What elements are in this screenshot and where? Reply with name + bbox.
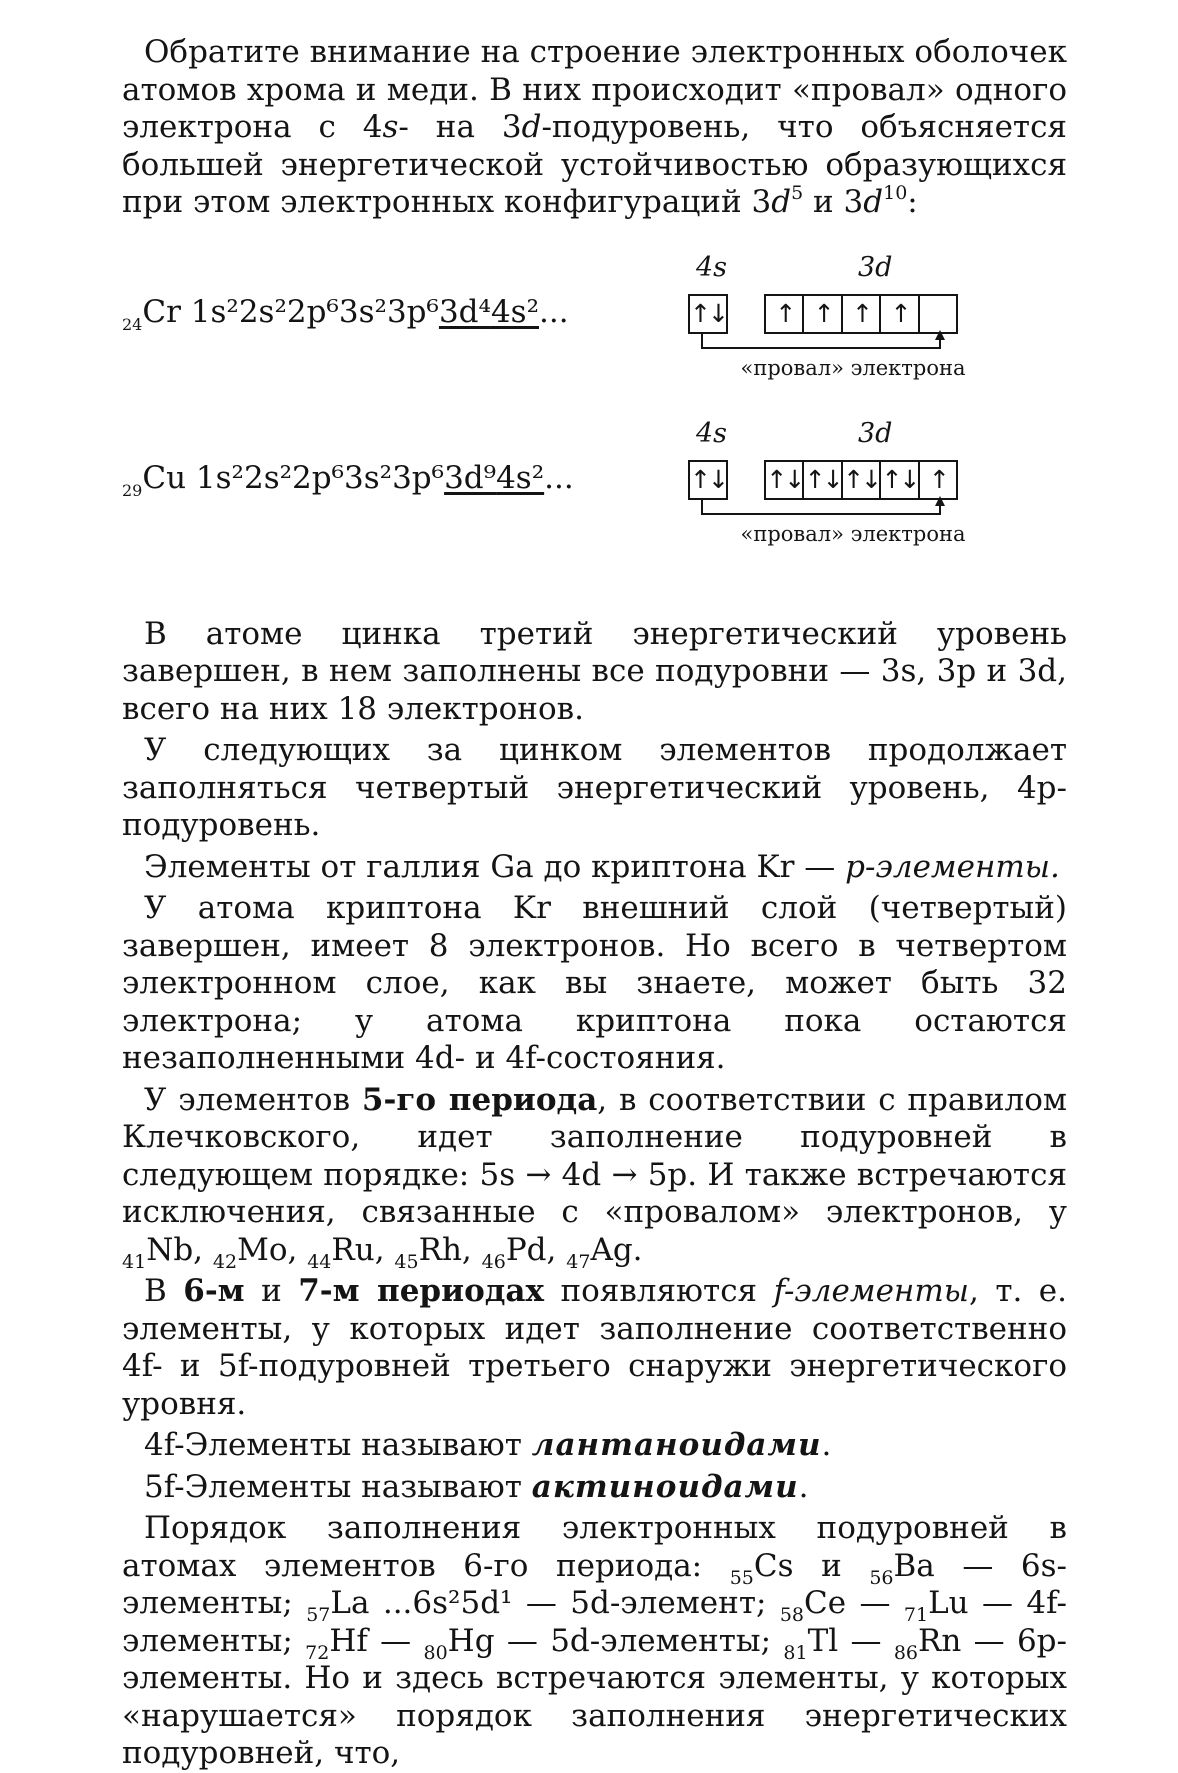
jump-caption: «провал» электрона [740,521,966,546]
jump-caption: «провал» электрона [740,355,966,380]
paragraph-period-6-order: Порядок заполнения электронных подуровней в атомах элементов 6-го периода: $_{55}$Cs и $_{56}$Ba — 6s-элементы; $_{57}$La ...6s²5d¹ — 5d-элемент; $_{58}$Ce — $_{71}$Lu — 4f-элементы; $_{72}$Hf — $_{80}$Hg — 5d-элементы; $_{81}$Tl — $_{86}$Rn — 6p-элементы. Но и здесь встречаются элементы, у которых «нарушается» порядок заполнения энергетических подуровней, что, [122,1510,1067,1771]
copper-formula: $_{29}$Cu 1s²2s²2p⁶3s²3p⁶3d⁹4s²... [122,459,574,500]
cells-3d: ↑↓ ↑↓ ↑↓ ↑↓ ↑ [764,460,958,500]
label-3d: 3d [858,251,893,283]
copper-orbital-diagram [688,418,1018,578]
paragraph-periods-6-7: В 6-м и 7-м периодах появляются f-элементы, т. е. элементы, у которых идет заполнение соответственно 4f- и 5f-подуровней третьего снаружи энергетического уровня. [122,1273,1067,1422]
paragraph-lanthanoids: 4f-Элементы называют лантаноидами. [144,1427,832,1463]
chromium-formula: $_{24}$Cr 1s²2s²2p⁶3s²3p⁶3d⁴4s²... [122,293,569,334]
paragraph-p-elements: Элементы от галлия Ga до криптона Kr — p-элементы. [144,848,1060,885]
label-3d: 3d [858,417,893,449]
paragraph-intro: Обратите внимание на строение электронных оболочек атомов хрома и меди. В них происходит «провал» одного электрона с 4s- на 3d-подуровень, что объясняется большей энергетической устойчивостью образующихся при этом электронных конфигураций $3d^5$ и $3d^{10}$: [122,34,1067,220]
paragraph-after-zinc: У следующих за цинком элементов продолжает заполняться четвертый энергетический уровень, 4p-подуровень. [122,732,1067,843]
textbook-page [122,34,1067,1773]
label-4s: 4s [696,251,728,283]
chromium-configuration [122,252,1067,414]
label-4s: 4s [696,417,728,449]
chromium-orbital-diagram [688,252,1018,412]
cell-4s: ↑↓ [688,294,728,334]
cells-3d: ↑ ↑ ↑ ↑ [764,294,958,334]
paragraph-krypton: У атома криптона Kr внешний слой (четвертый) завершен, имеет 8 электронов. Но всего в четвертом электронном слое, как вы знаете, может быть 32 электрона; у атома криптона пока остаются незаполненными 4d- и 4f-состояния. [122,890,1067,1076]
electron-jump-arrow [688,252,1018,362]
copper-configuration [122,418,1067,580]
electron-jump-arrow [688,418,1018,528]
cell-4s: ↑↓ [688,460,728,500]
paragraph-zinc: В атоме цинка третий энергетический уровень завершен, в нем заполнены все подуровни — 3s, 3p и 3d, всего на них 18 электронов. [122,615,1067,727]
paragraph-actinoids: 5f-Элементы называют актиноидами. [144,1468,809,1505]
paragraph-period-5: У элементов 5-го периода, в соответствии с правилом Клечковского, идет заполнение подуровней в следующем порядке: 5s → 4d → 5p. И также встречаются исключения, связанные с «провалом» электронов, у $_{41}$Nb, $_{42}$Mo, $_{44}$Ru, $_{45}$Rh, $_{46}$Pd, $_{47}$Ag. [122,1081,1067,1273]
